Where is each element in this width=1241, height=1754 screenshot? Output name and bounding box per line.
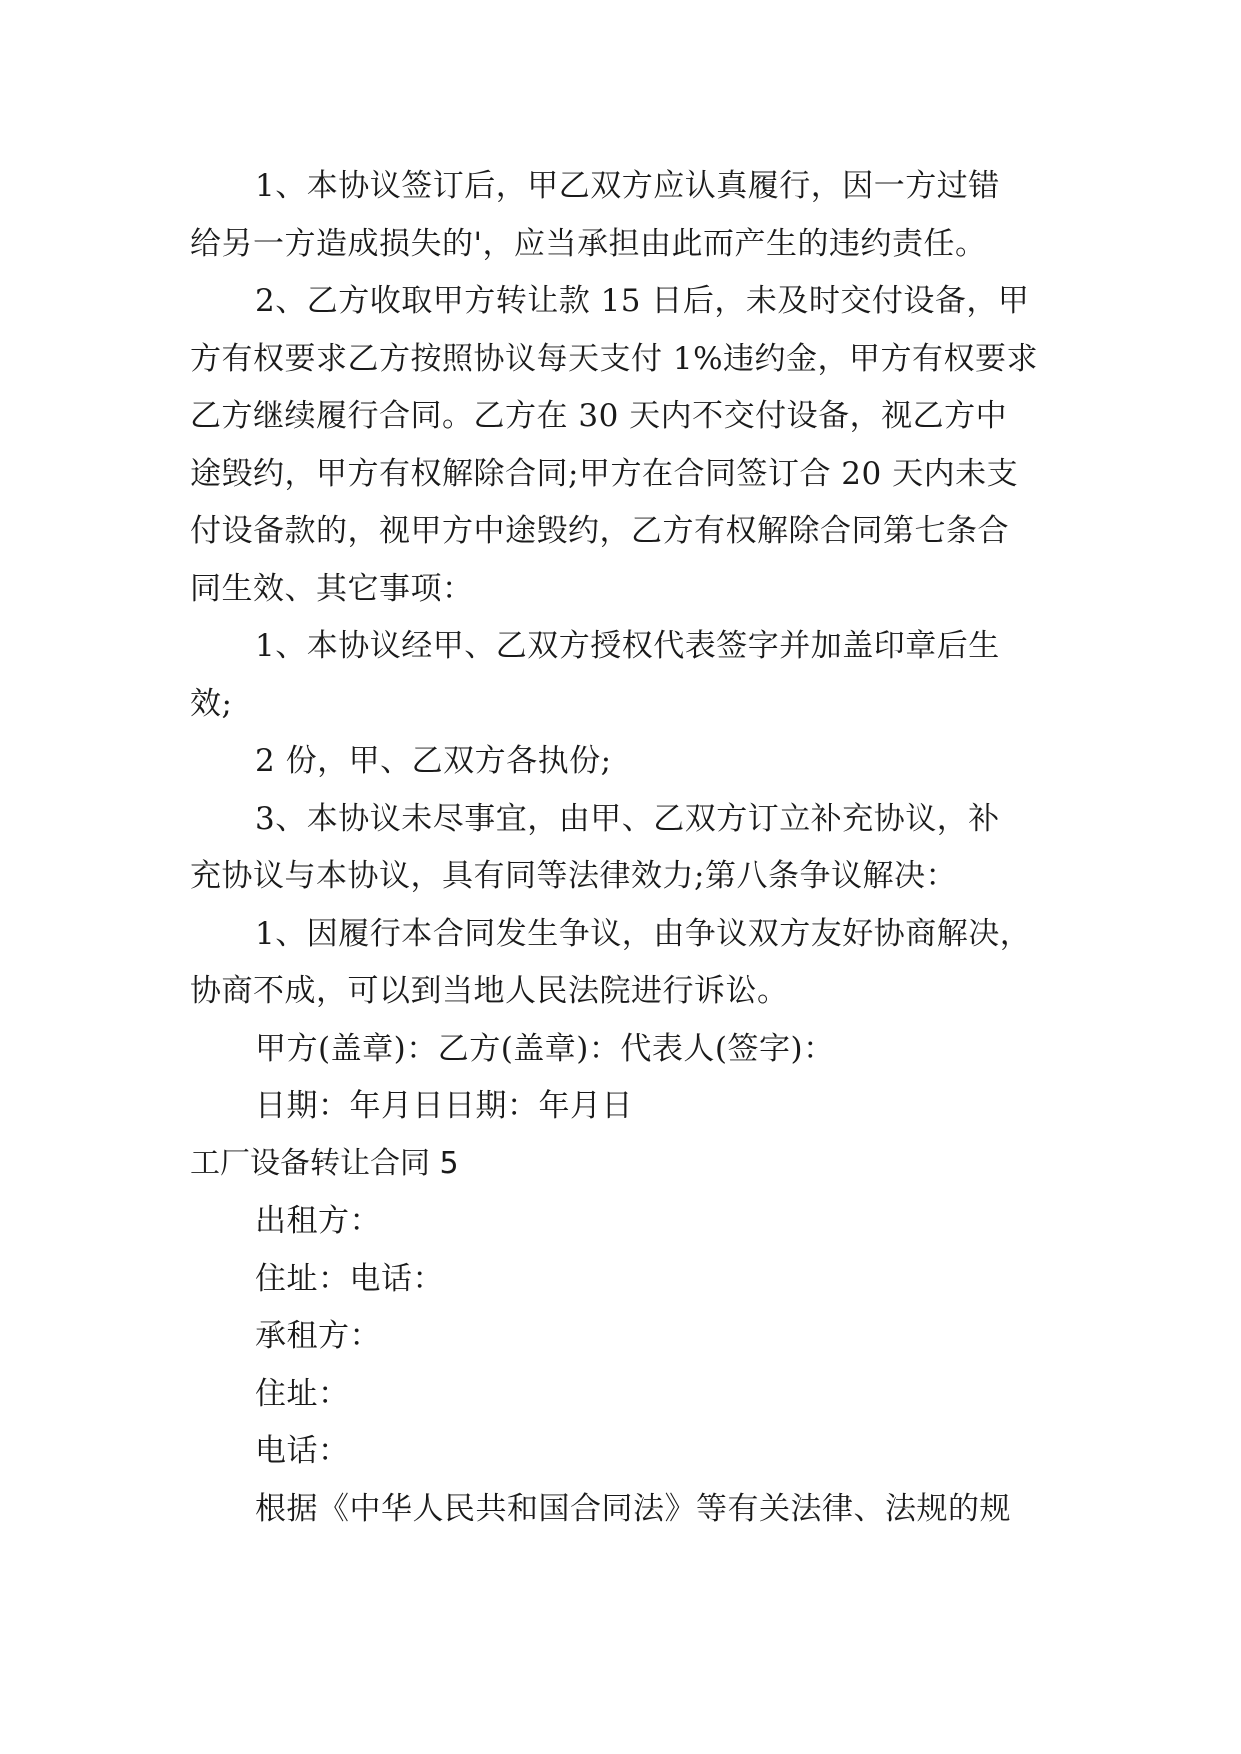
paragraph-line: 协商不成，可以到当地人民法院进行诉讼。: [190, 973, 789, 1009]
signature-line: 甲方(盖章)：乙方(盖章)：代表人(签字)：: [255, 1031, 835, 1067]
form-field-address-phone: 住址：电话：: [255, 1261, 444, 1297]
paragraph-line: 同生效、其它事项：: [190, 571, 474, 607]
form-field-lessor: 出租方：: [255, 1203, 381, 1239]
section-title: 工厂设备转让合同 5: [190, 1146, 459, 1181]
form-field-address: 住址：: [255, 1376, 350, 1412]
form-field-lessee: 承租方：: [255, 1318, 381, 1354]
form-field-phone: 电话：: [255, 1433, 350, 1469]
paragraph-line: 2、乙方收取甲方转让款 15 日后，未及时交付设备，甲: [255, 283, 1030, 319]
paragraph-line: 1、本协议经甲、乙双方授权代表签字并加盖印章后生: [255, 628, 1000, 664]
paragraph-line: 3、本协议未尽事宜，由甲、乙双方订立补充协议，补: [255, 801, 1000, 837]
paragraph-line: 付设备款的，视甲方中途毁约，乙方有权解除合同第七条合: [190, 513, 1009, 549]
paragraph-line: 根据《中华人民共和国合同法》等有关法律、法规的规: [255, 1491, 1011, 1527]
date-line: 日期：年月日日期：年月日: [255, 1088, 633, 1124]
paragraph-line: 充协议与本协议，具有同等法律效力;第八条争议解决：: [190, 858, 957, 894]
paragraph-line: 1、本协议签订后，甲乙双方应认真履行，因一方过错: [255, 168, 1000, 204]
paragraph-line: 方有权要求乙方按照协议每天支付 1%违约金，甲方有权要求: [190, 341, 1039, 377]
paragraph-line: 效;: [190, 686, 233, 722]
paragraph-line: 2 份，甲、乙双方各执份;: [255, 743, 612, 779]
paragraph-line: 途毁约，甲方有权解除合同;甲方在合同签订合 20 天内未支: [190, 456, 1019, 492]
paragraph-line: 乙方继续履行合同。乙方在 30 天内不交付设备，视乙方中: [190, 398, 1008, 434]
paragraph-line: 1、因履行本合同发生争议，由争议双方友好协商解决，: [255, 916, 1032, 952]
paragraph-line: 给另一方造成损失的'，应当承担由此而产生的违约责任。: [190, 226, 987, 262]
